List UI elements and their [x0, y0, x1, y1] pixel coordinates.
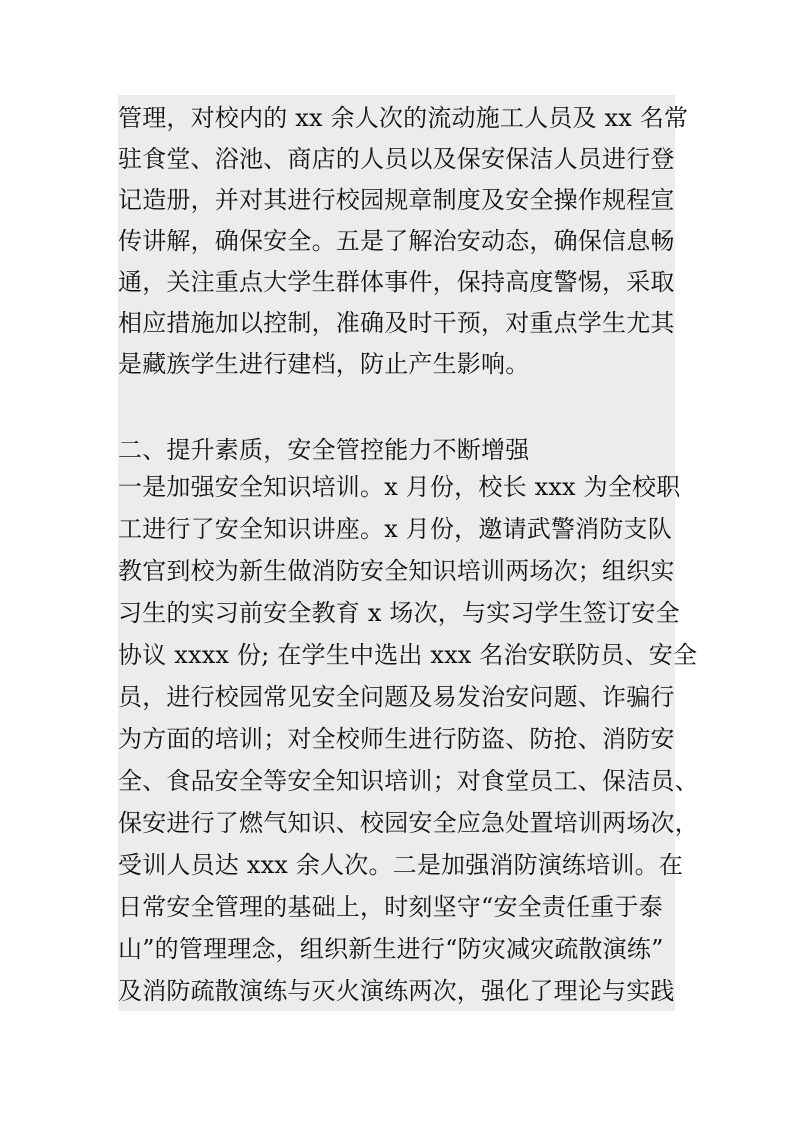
paragraph-line: 通，关注重点大学生群体事件，保持高度警惕，采取 — [118, 268, 675, 296]
paragraph-line: 一是加强安全知识培训。x 月份，校长 xxx 为全校职 — [118, 473, 681, 501]
paragraph-line: 全、食品安全等安全知识培训；对食堂员工、保洁员、 — [118, 767, 699, 795]
paragraph-line: 受训人员达 xxx 余人次。二是加强消防演练培训。在 — [118, 851, 684, 879]
paragraph-line: 山”的管理理念，组织新生进行“防灾减灾疏散演练” — [118, 935, 664, 963]
paragraph-gap — [118, 381, 675, 427]
paragraph-line: 教官到校为新生做消防安全知识培训两场次；组织实 — [118, 557, 675, 585]
paragraph-line: 保安进行了燃气知识、校园安全应急处置培训两场次， — [118, 809, 699, 837]
paragraph-line: 习生的实习前安全教育 x 场次，与实习学生签订安全 — [118, 599, 680, 627]
paragraph-1-block — [118, 95, 689, 381]
paragraph-line: 员，进行校园常见安全问题及易发治安问题、诈骗行 — [118, 683, 675, 711]
paragraph-line: 日常安全管理的基础上，时刻坚守“安全责任重于泰 — [118, 893, 663, 921]
paragraph-line: 相应措施加以控制，准确及时干预，对重点学生尤其 — [118, 309, 675, 337]
paragraph-line: 传讲解，确保安全。五是了解治安动态，确保信息畅 — [118, 227, 675, 255]
paragraph-line: 是藏族学生进行建档，防止产生影响。 — [118, 350, 530, 378]
paragraph-2-block — [118, 427, 699, 1011]
paragraph-line: 记造册，并对其进行校园规章制度及安全操作规程宣 — [118, 186, 675, 214]
paragraph-line: 工进行了安全知识讲座。x 月份，邀请武警消防支队 — [118, 515, 672, 543]
paragraph-line: 及消防疏散演练与灭火演练两次，强化了理论与实践 — [118, 977, 675, 1005]
paragraph-line: 协议 xxxx 份; 在学生中选出 xxx 名治安联防员、安全 — [118, 641, 698, 669]
section-heading: 二、提升素质，安全管控能力不断增强 — [118, 436, 530, 464]
paragraph-line: 驻食堂、浴池、商店的人员以及保安保洁人员进行登 — [118, 145, 675, 173]
paragraph-line: 为方面的培训；对全校师生进行防盗、防抢、消防安 — [118, 725, 675, 753]
paragraph-line: 管理，对校内的 xx 余人次的流动施工人员及 xx 名常 — [118, 104, 689, 132]
